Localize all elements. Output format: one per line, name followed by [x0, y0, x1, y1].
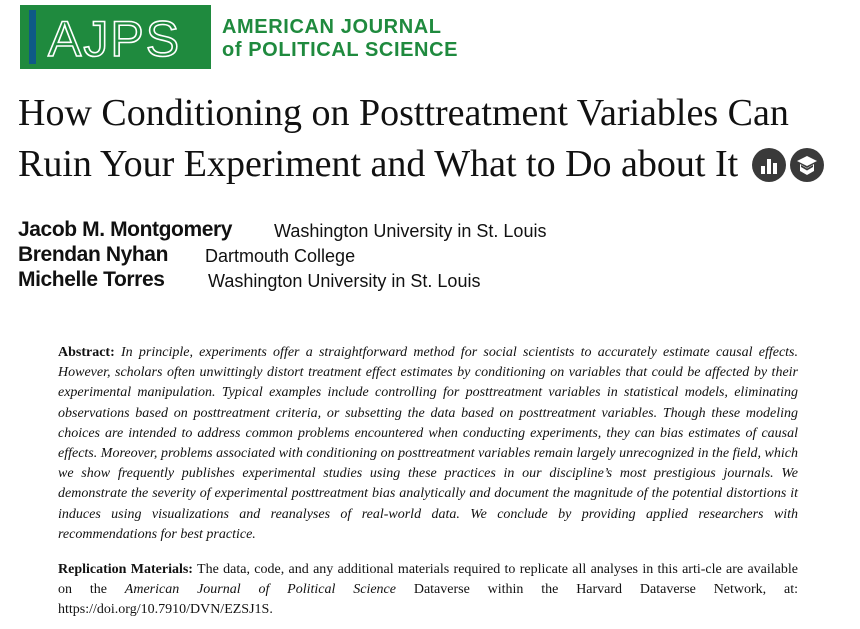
open-materials-icon: [790, 148, 824, 182]
logo-frame: [29, 10, 204, 67]
abstract-text: In principle, experiments offer a straightforward method for social scientists to accurately estimate causal effects. However, scholars often unwittingly distort treatment effect estimates by conditioning on variables that could be affected by their experimental manipulation. Typical examples include controlling for posttreatment variables in statistical models, eliminating observations based on posttreatment criteria, or subsetting the data based on posttreatment variables. Though these modeling choices are intended to address common problems encountered when conducting experiments, they can bias estimates of causal effects. Moreover, problems associated with conditioning on posttreatment variables remain largely unrecognized in the field, which we show frequently publishes experimental studies using these practices in our discipline’s most prestigious journals. We demonstrate the severity of experimental posttreatment bias analytically and document the magnitude of the potential distortions it induces using visualizations and reanalyses of real-world data. We conclude by providing applied researchers with recommendations for best practice.: [58, 345, 798, 542]
author-entry: [18, 268, 481, 293]
article-title-text: How Conditioning on Posttreatment Variables Can Ruin Your Experiment and What to Do about It: [18, 92, 789, 185]
author-affiliation: Dartmouth College: [205, 246, 356, 266]
replication-text-after: Dataverse within the Harvard Dataverse Network, at: https://doi.org/10.7910/DVN/EZSJ1S.: [58, 582, 799, 618]
abstract: [58, 343, 798, 545]
article-title: [18, 88, 848, 190]
logo-text: AJPS: [48, 11, 182, 67]
author-affiliation: Washington University in St. Louis: [274, 221, 547, 241]
replication-materials: [58, 560, 798, 621]
open-data-icon: [752, 148, 786, 182]
author-entry: [18, 243, 356, 268]
abstract-label: Abstract:: [58, 345, 115, 360]
author-name: Brendan Nyhan: [18, 243, 168, 266]
journal-name-line1: AMERICAN JOURNAL: [222, 16, 442, 38]
author-entry: [18, 218, 547, 243]
author-list: [18, 218, 547, 293]
ajps-logo: [20, 5, 211, 69]
author-name: Michelle Torres: [18, 268, 165, 291]
author-name: Jacob M. Montgomery: [18, 218, 233, 241]
journal-name-line2: of POLITICAL SCIENCE: [222, 39, 459, 61]
replication-label: Replication Materials:: [58, 562, 193, 577]
author-affiliation: Washington University in St. Louis: [208, 271, 481, 291]
journal-name: [222, 16, 458, 62]
replication-journal: American Journal of Political Science: [124, 582, 396, 598]
replication-text-before: The data, code, and any additional materials required to replicate all analyses in this arti-cle are available on the: [58, 562, 798, 598]
